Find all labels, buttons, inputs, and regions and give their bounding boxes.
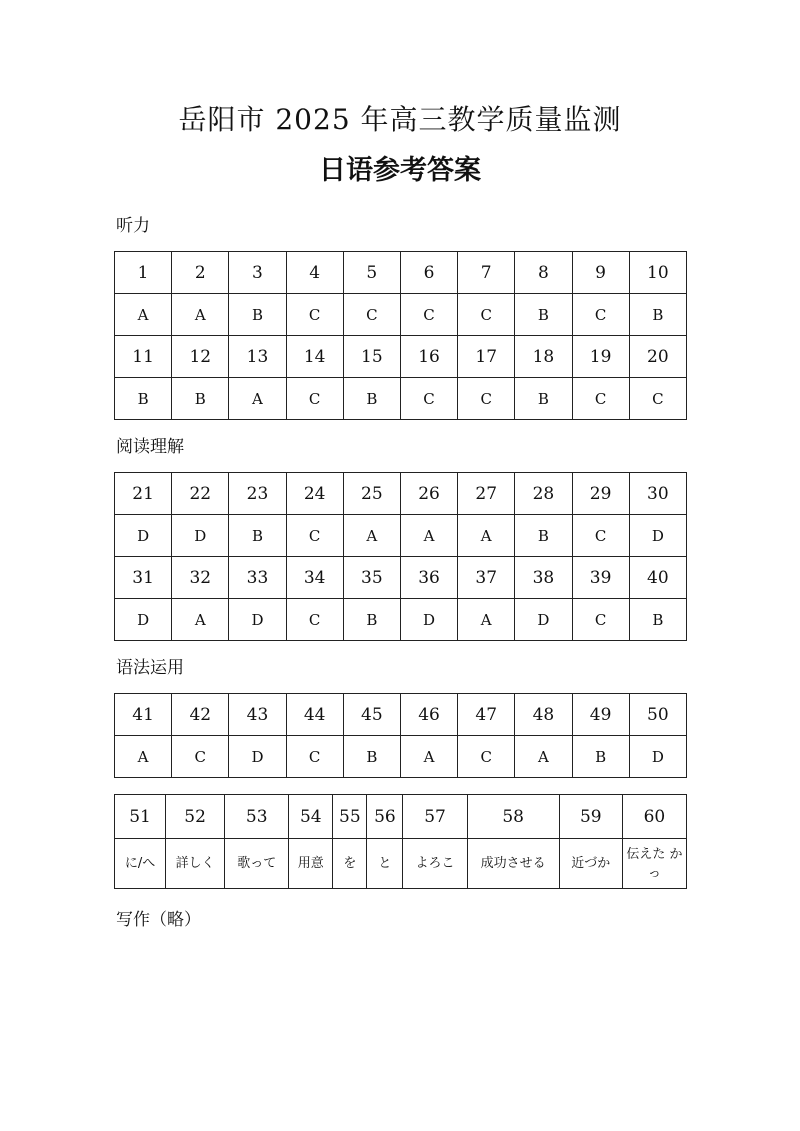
table-row xyxy=(115,515,687,557)
table-row xyxy=(115,252,687,294)
page-subtitle: 日语参考答案 xyxy=(319,155,481,186)
question-number-cell: 25 xyxy=(343,473,400,515)
answer-cell: C xyxy=(572,294,629,336)
answer-cell: C xyxy=(572,515,629,557)
question-number-cell: 36 xyxy=(400,557,457,599)
answer-cell: B xyxy=(629,599,686,641)
question-number-cell: 41 xyxy=(115,694,172,736)
question-number-cell: 22 xyxy=(172,473,229,515)
answer-cell: C xyxy=(629,378,686,420)
question-number-cell: 39 xyxy=(572,557,629,599)
table-row xyxy=(115,294,687,336)
answer-cell: C xyxy=(458,378,515,420)
question-number-cell: 50 xyxy=(629,694,686,736)
table-row xyxy=(115,336,687,378)
answer-cell: よろこ xyxy=(403,839,467,889)
question-number-cell: 21 xyxy=(115,473,172,515)
answer-cell: A xyxy=(458,515,515,557)
answer-cell: B xyxy=(229,294,286,336)
section-reading-heading: 阅读理解 xyxy=(116,437,184,457)
question-number-cell: 31 xyxy=(115,557,172,599)
question-number-cell: 13 xyxy=(229,336,286,378)
answer-cell: B xyxy=(115,378,172,420)
question-number-cell: 4 xyxy=(286,252,343,294)
answer-cell: C xyxy=(286,599,343,641)
question-number-cell: 30 xyxy=(629,473,686,515)
answer-cell: D xyxy=(229,736,286,778)
table-row xyxy=(115,378,687,420)
answer-cell: D xyxy=(400,599,457,641)
reading-answer-table xyxy=(114,472,687,641)
question-number-cell: 37 xyxy=(458,557,515,599)
answer-cell: A xyxy=(400,515,457,557)
grammar-answer-table xyxy=(114,693,687,778)
question-number-cell: 20 xyxy=(629,336,686,378)
question-number-cell: 1 xyxy=(115,252,172,294)
question-number-cell: 3 xyxy=(229,252,286,294)
question-number-cell: 24 xyxy=(286,473,343,515)
table-row xyxy=(115,599,687,641)
answer-cell: A xyxy=(115,736,172,778)
question-number-cell: 45 xyxy=(343,694,400,736)
question-number-cell: 28 xyxy=(515,473,572,515)
answer-cell: C xyxy=(172,736,229,778)
question-number-cell: 7 xyxy=(458,252,515,294)
answer-cell: B xyxy=(515,515,572,557)
answer-cell: D xyxy=(515,599,572,641)
answer-cell: D xyxy=(115,599,172,641)
question-number-cell: 56 xyxy=(367,795,403,839)
answer-cell: A xyxy=(343,515,400,557)
question-number-cell: 40 xyxy=(629,557,686,599)
question-number-cell: 44 xyxy=(286,694,343,736)
question-number-cell: 38 xyxy=(515,557,572,599)
answer-cell: 近づか xyxy=(559,839,622,889)
question-number-cell: 42 xyxy=(172,694,229,736)
table-row xyxy=(115,694,687,736)
question-number-cell: 33 xyxy=(229,557,286,599)
question-number-cell: 57 xyxy=(403,795,467,839)
question-number-cell: 48 xyxy=(515,694,572,736)
question-number-cell: 34 xyxy=(286,557,343,599)
answer-cell: C xyxy=(572,378,629,420)
question-number-cell: 29 xyxy=(572,473,629,515)
page-title: 岳阳市 2025 年高三教学质量监测 xyxy=(178,103,622,136)
answer-cell: C xyxy=(400,378,457,420)
answer-cell: A xyxy=(515,736,572,778)
question-number-cell: 46 xyxy=(400,694,457,736)
section-writing-heading: 写作（略） xyxy=(116,910,201,930)
question-number-cell: 5 xyxy=(343,252,400,294)
answer-cell: D xyxy=(629,515,686,557)
section-grammar-heading: 语法运用 xyxy=(116,658,184,678)
question-number-cell: 35 xyxy=(343,557,400,599)
answer-cell: 用意 xyxy=(289,839,333,889)
answer-cell: B xyxy=(343,736,400,778)
listening-answer-table xyxy=(114,251,687,420)
answer-cell: A xyxy=(229,378,286,420)
answer-cell: 歌って xyxy=(225,839,289,889)
answer-cell: C xyxy=(286,378,343,420)
question-number-cell: 52 xyxy=(166,795,225,839)
answer-cell: B xyxy=(343,599,400,641)
answer-cell: C xyxy=(286,736,343,778)
question-number-cell: 58 xyxy=(467,795,559,839)
question-number-cell: 17 xyxy=(458,336,515,378)
answer-cell: B xyxy=(229,515,286,557)
section-listening-heading: 听力 xyxy=(116,216,150,236)
question-number-cell: 19 xyxy=(572,336,629,378)
question-number-cell: 49 xyxy=(572,694,629,736)
question-number-cell: 55 xyxy=(333,795,367,839)
table-row xyxy=(115,557,687,599)
answer-cell: B xyxy=(172,378,229,420)
question-number-cell: 2 xyxy=(172,252,229,294)
question-number-cell: 15 xyxy=(343,336,400,378)
table-row xyxy=(115,795,687,839)
answer-cell: D xyxy=(172,515,229,557)
answer-cell: B xyxy=(629,294,686,336)
table-row xyxy=(115,736,687,778)
answer-cell: C xyxy=(343,294,400,336)
answer-cell: D xyxy=(115,515,172,557)
question-number-cell: 47 xyxy=(458,694,515,736)
question-number-cell: 60 xyxy=(622,795,686,839)
answer-cell: と xyxy=(367,839,403,889)
question-number-cell: 32 xyxy=(172,557,229,599)
question-number-cell: 26 xyxy=(400,473,457,515)
question-number-cell: 10 xyxy=(629,252,686,294)
answer-cell: B xyxy=(515,378,572,420)
table-row xyxy=(115,473,687,515)
answer-cell: C xyxy=(286,515,343,557)
answer-cell: B xyxy=(515,294,572,336)
answer-cell: B xyxy=(343,378,400,420)
question-number-cell: 6 xyxy=(400,252,457,294)
answer-cell: 詳しく xyxy=(166,839,225,889)
question-number-cell: 8 xyxy=(515,252,572,294)
answer-cell: に/へ xyxy=(115,839,166,889)
question-number-cell: 59 xyxy=(559,795,622,839)
table-row xyxy=(115,839,687,889)
answer-cell: A xyxy=(172,294,229,336)
answer-cell: A xyxy=(115,294,172,336)
answer-cell: D xyxy=(229,599,286,641)
question-number-cell: 18 xyxy=(515,336,572,378)
answer-cell: C xyxy=(458,736,515,778)
answer-cell: C xyxy=(458,294,515,336)
question-number-cell: 12 xyxy=(172,336,229,378)
question-number-cell: 51 xyxy=(115,795,166,839)
answer-cell: B xyxy=(572,736,629,778)
answer-cell: A xyxy=(172,599,229,641)
question-number-cell: 16 xyxy=(400,336,457,378)
answer-cell: を xyxy=(333,839,367,889)
answer-cell: 成功させる xyxy=(467,839,559,889)
answer-cell: A xyxy=(458,599,515,641)
fill-in-answer-table xyxy=(114,794,687,889)
question-number-cell: 53 xyxy=(225,795,289,839)
answer-cell: 伝えた かっ xyxy=(622,839,686,889)
question-number-cell: 23 xyxy=(229,473,286,515)
question-number-cell: 43 xyxy=(229,694,286,736)
question-number-cell: 14 xyxy=(286,336,343,378)
answer-cell: C xyxy=(400,294,457,336)
answer-cell: D xyxy=(629,736,686,778)
question-number-cell: 9 xyxy=(572,252,629,294)
answer-cell: A xyxy=(400,736,457,778)
answer-cell: C xyxy=(572,599,629,641)
answer-cell: C xyxy=(286,294,343,336)
question-number-cell: 27 xyxy=(458,473,515,515)
question-number-cell: 11 xyxy=(115,336,172,378)
question-number-cell: 54 xyxy=(289,795,333,839)
